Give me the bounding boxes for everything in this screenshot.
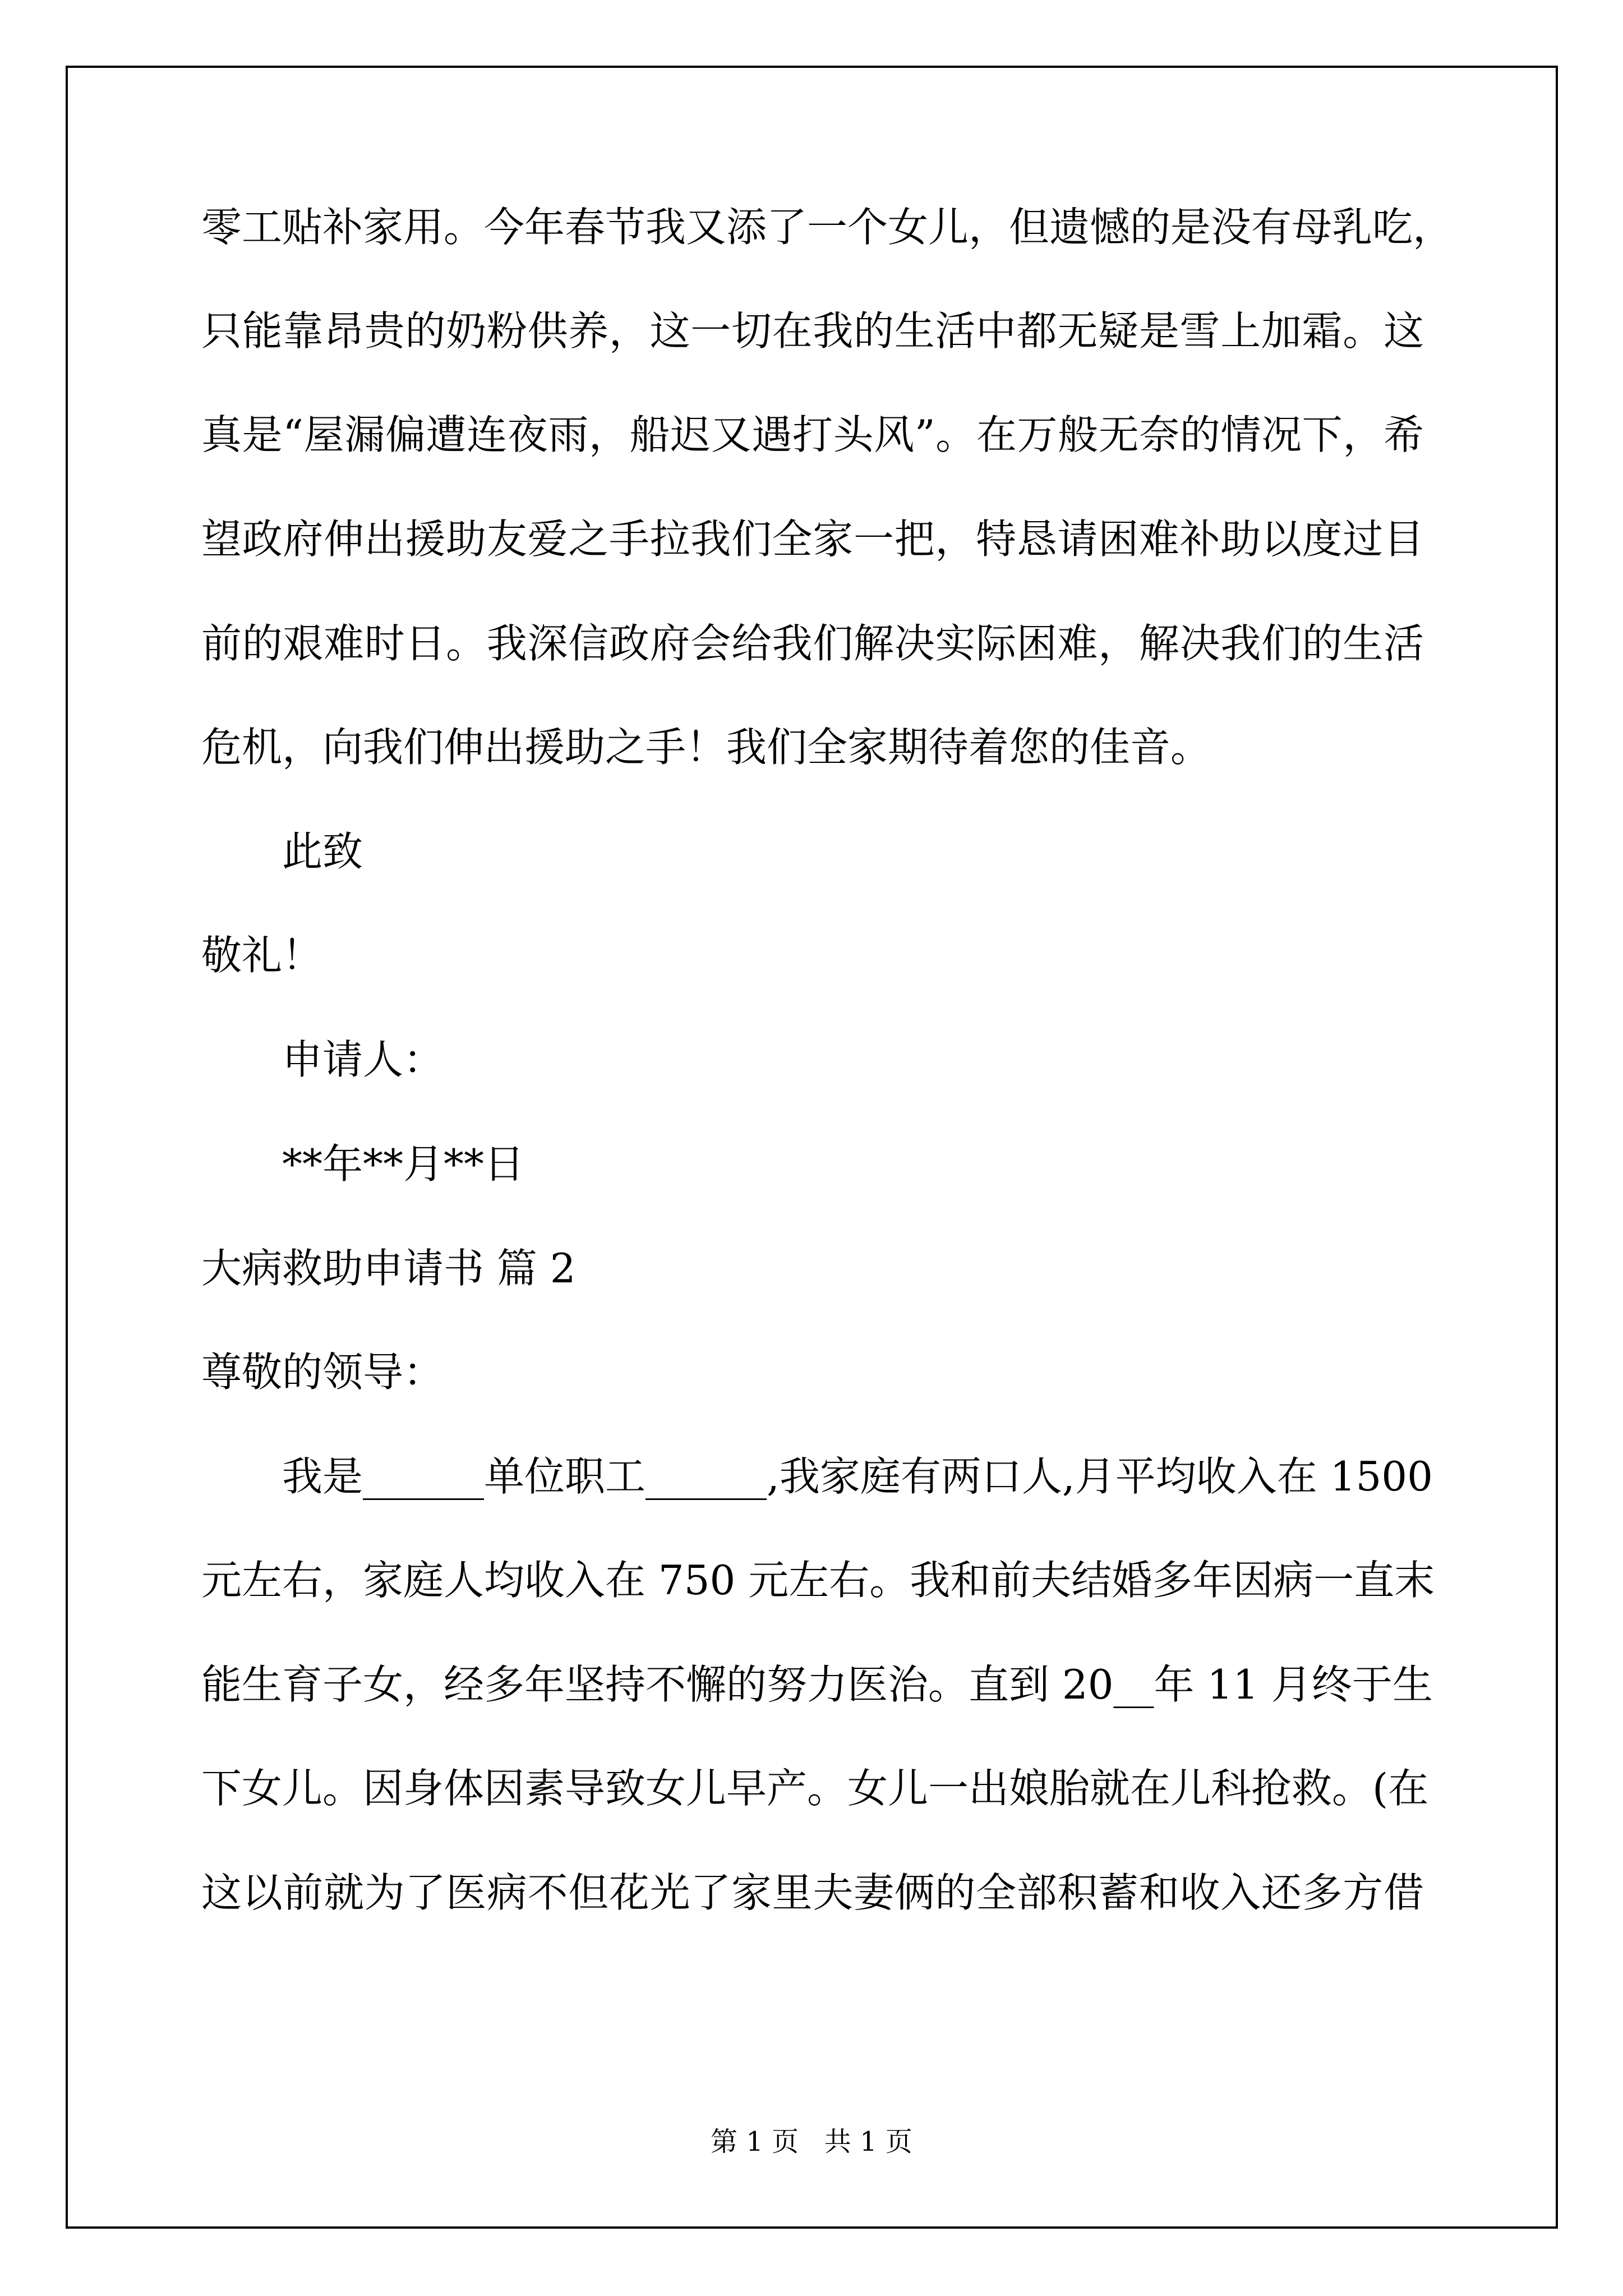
paragraph-line: 危机，向我们伸出援助之手！我们全家期待着您的佳音。 bbox=[201, 724, 1211, 771]
paragraph-line: 真是“屋漏偏遭连夜雨，船迟又遇打头风”。在万般无奈的情况下，希 bbox=[201, 411, 1424, 458]
paragraph-line: 只能靠昂贵的奶粉供养，这一切在我的生活中都无疑是雪上加霜。这 bbox=[201, 307, 1424, 355]
paragraph-line: 下女儿。因身体因素导致女儿早产。女儿一出娘胎就在儿科抢救。(在 bbox=[201, 1765, 1429, 1812]
paragraph-line: 这以前就为了医病不但花光了家里夫妻俩的全部积蓄和收入还多方借 bbox=[201, 1869, 1424, 1916]
page-footer: 第 1 页 共 1 页 bbox=[711, 2126, 912, 2157]
date-line: **年**月**日 bbox=[282, 1140, 525, 1188]
paragraph-line: 能生育子女，经多年坚持不懈的努力医治。直到 20__年 11 月终于生 bbox=[201, 1661, 1433, 1708]
greeting: 尊敬的领导： bbox=[201, 1349, 444, 1396]
paragraph-line: 元左右，家庭人均收入在 750 元左右。我和前夫结婚多年因病一直末 bbox=[201, 1557, 1435, 1604]
closing-salutation: 此致 bbox=[282, 828, 363, 875]
applicant-label: 申请人： bbox=[282, 1036, 444, 1083]
paragraph-line: 零工贴补家用。今年春节我又添了一个女儿，但遗憾的是没有母乳吃， bbox=[201, 204, 1454, 251]
closing-regards: 敬礼！ bbox=[201, 932, 323, 979]
paragraph-line: 望政府伸出援助友爱之手拉我们全家一把，特恳请困难补助以度过目 bbox=[201, 516, 1424, 563]
paragraph-line: 前的艰难时日。我深信政府会给我们解决实际困难，解决我们的生活 bbox=[201, 620, 1424, 667]
section-title: 大病救助申请书 篇 2 bbox=[201, 1245, 576, 1292]
paragraph-line: 我是______单位职工______,我家庭有两口人,月平均收入在 1500 bbox=[282, 1453, 1433, 1500]
